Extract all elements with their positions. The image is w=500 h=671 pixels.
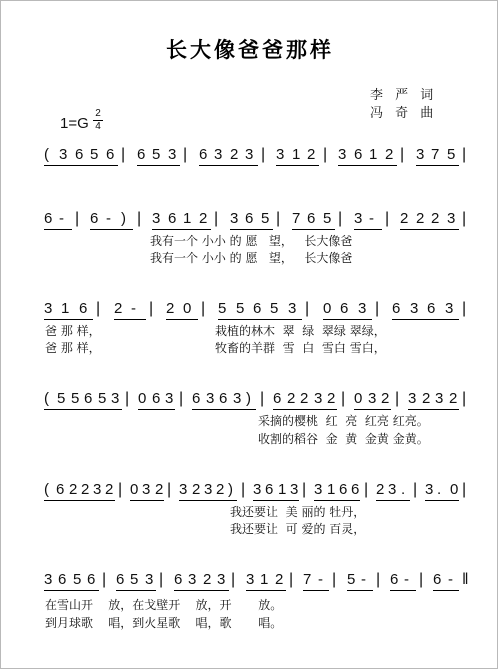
beam-line — [253, 500, 299, 501]
note: 2 — [449, 390, 458, 407]
note: 2 — [422, 390, 431, 407]
note: 0 — [450, 481, 459, 498]
beam-line — [152, 229, 211, 230]
note: 3 — [290, 481, 299, 498]
note: 3 — [168, 146, 177, 163]
note: 2 — [385, 146, 394, 163]
lyric-line: 牧畜的羊群 雪 白 雪白 雪白， — [215, 341, 386, 355]
note: 5 — [447, 146, 456, 163]
note: 3 — [214, 146, 223, 163]
notation-row — [0, 571, 500, 597]
note: 6 — [174, 571, 183, 588]
beam-line — [230, 229, 273, 230]
note: 0 — [138, 390, 147, 407]
note: 5 — [218, 300, 227, 317]
beam-line — [390, 590, 416, 591]
time-signature-bottom: 4 — [95, 121, 101, 132]
note: 2 — [69, 481, 78, 498]
note: 3 — [388, 481, 397, 498]
note: 3 — [59, 146, 68, 163]
note: 1 — [183, 210, 192, 227]
note: 2 — [166, 300, 175, 317]
bracket: ( — [44, 481, 49, 498]
note: 0 — [323, 300, 332, 317]
beam-line — [44, 409, 122, 410]
barline: | — [419, 571, 424, 588]
note: 2 — [416, 210, 425, 227]
barline: | — [96, 300, 101, 317]
beam-line — [246, 590, 286, 591]
note: 3 — [354, 210, 363, 227]
note: 3 — [368, 390, 377, 407]
note: 2 — [307, 146, 316, 163]
note: 2 — [81, 481, 90, 498]
note: 2 — [192, 481, 201, 498]
note: 5 — [90, 146, 99, 163]
note: 6 — [253, 300, 262, 317]
barline: | — [201, 300, 206, 317]
beam-line — [416, 165, 459, 166]
beam-line — [408, 409, 459, 410]
note: 6 — [116, 571, 125, 588]
note: - — [369, 210, 374, 227]
beam-line — [166, 319, 198, 320]
lyric-line: 爸 那 样， — [45, 341, 101, 355]
note: 3 — [314, 481, 323, 498]
barline: | — [376, 571, 381, 588]
note: 6 — [192, 390, 201, 407]
bracket: ) — [246, 390, 251, 407]
barline: | — [159, 571, 164, 588]
barline: | — [121, 146, 126, 163]
beam-line — [179, 500, 237, 501]
beam-line — [44, 319, 93, 320]
note: 5 — [323, 210, 332, 227]
note: 3 — [111, 390, 120, 407]
note: 3 — [44, 571, 53, 588]
note: 0 — [354, 390, 363, 407]
note: 3 — [188, 571, 197, 588]
composer-credit: 冯 奇 曲 — [370, 106, 438, 121]
lyric-line: 收割的稻谷 金 黄 金黄 金黄。 — [258, 432, 429, 446]
note: 6 — [392, 300, 401, 317]
note: 2 — [431, 210, 440, 227]
beam-line — [314, 500, 360, 501]
barline: | — [214, 210, 219, 227]
lyric-line: 我有一个 小小 的 愿 望， 长大像爸 — [150, 251, 353, 265]
barline: | — [323, 146, 328, 163]
beam-line — [130, 500, 164, 501]
lyric-line: 我还要让 美 丽的 牡丹， — [230, 505, 366, 519]
note: 6 — [152, 390, 161, 407]
note: - — [59, 210, 64, 227]
note: 6 — [219, 390, 228, 407]
beam-line — [44, 590, 99, 591]
beam-line — [425, 500, 459, 501]
barline: | — [375, 300, 380, 317]
beam-line — [392, 319, 459, 320]
note: 3 — [253, 481, 262, 498]
note: 2 — [400, 210, 409, 227]
beam-line — [400, 229, 459, 230]
note: 3 — [230, 210, 239, 227]
note: 6 — [199, 146, 208, 163]
note: 3 — [93, 481, 102, 498]
note: 5 — [98, 390, 107, 407]
barline: | — [261, 146, 266, 163]
barline: | — [289, 571, 294, 588]
barline: | — [338, 210, 343, 227]
barline: | — [276, 210, 281, 227]
note: 3 — [416, 146, 425, 163]
beam-line — [138, 409, 175, 410]
barline: | — [395, 390, 400, 407]
note: 6 — [245, 210, 254, 227]
note: - — [404, 571, 409, 588]
note: 2 — [287, 390, 296, 407]
song-title: 长大像爸爸那样 — [166, 38, 334, 62]
beam-line — [44, 165, 118, 166]
barline: | — [241, 481, 246, 498]
note: 7 — [431, 146, 440, 163]
notation-row — [0, 390, 500, 416]
beam-line — [354, 229, 382, 230]
note: 6 — [75, 146, 84, 163]
note: 3 — [165, 390, 174, 407]
barline: | — [413, 481, 418, 498]
note: - — [131, 300, 136, 317]
note: 3 — [338, 146, 347, 163]
note: 3 — [276, 146, 285, 163]
note: 2 — [155, 481, 164, 498]
note: 2 — [216, 481, 225, 498]
barline: | — [125, 390, 130, 407]
note: 6 — [433, 571, 442, 588]
beam-line — [192, 409, 256, 410]
note: 1 — [278, 481, 287, 498]
note: 6 — [58, 571, 67, 588]
note: 5 — [57, 390, 66, 407]
beam-line — [323, 319, 372, 320]
time-signature — [92, 108, 104, 133]
note: . — [401, 481, 406, 498]
note: 6 — [90, 210, 99, 227]
note: 3 — [152, 210, 161, 227]
barline: | — [179, 390, 184, 407]
note: 1 — [61, 300, 70, 317]
note: 2 — [114, 300, 123, 317]
note: 6 — [307, 210, 316, 227]
note: 0 — [130, 481, 139, 498]
note: 3 — [288, 300, 297, 317]
bracket: ( — [44, 146, 49, 163]
beam-line — [116, 590, 156, 591]
barline: | — [462, 390, 467, 407]
note: 0 — [183, 300, 192, 317]
barline: | — [183, 146, 188, 163]
barline: | — [341, 390, 346, 407]
barline: | — [302, 481, 307, 498]
notation-row — [0, 300, 500, 326]
note: 3 — [206, 390, 215, 407]
note: . — [437, 481, 442, 498]
barline: | — [462, 300, 467, 317]
note: 2 — [327, 390, 336, 407]
note: 2 — [381, 390, 390, 407]
bracket: ) — [228, 481, 233, 498]
note: 6 — [340, 300, 349, 317]
beam-line — [174, 590, 229, 591]
note: 6 — [351, 481, 360, 498]
note: 3 — [245, 146, 254, 163]
note: 3 — [410, 300, 419, 317]
barline: | — [400, 146, 405, 163]
note: 6 — [44, 210, 53, 227]
barline: | — [167, 481, 172, 498]
beam-line — [137, 165, 180, 166]
notation-row — [0, 481, 500, 507]
note: 3 — [435, 390, 444, 407]
note: 5 — [236, 300, 245, 317]
beam-line — [90, 229, 133, 230]
note: 5 — [261, 210, 270, 227]
note: 1 — [369, 146, 378, 163]
barline: | — [385, 210, 390, 227]
beam-line — [273, 409, 337, 410]
bracket: ( — [44, 390, 49, 407]
note: - — [448, 571, 453, 588]
barline: | — [364, 481, 369, 498]
note: 3 — [142, 481, 151, 498]
barline: | — [462, 146, 467, 163]
lyricist-credit: 李 严 词 — [370, 88, 438, 103]
note: 3 — [233, 390, 242, 407]
barline: | — [102, 571, 107, 588]
beam-line — [114, 319, 146, 320]
barline: | — [75, 210, 80, 227]
note: 1 — [260, 571, 269, 588]
lyric-line: 在雪山开 放，在戈壁开 放，开 放。 — [45, 598, 283, 612]
note: 2 — [203, 571, 212, 588]
barline: | — [462, 481, 467, 498]
note: 6 — [56, 481, 65, 498]
note: 2 — [105, 481, 114, 498]
key-signature: 1=G — [60, 115, 89, 132]
note: 3 — [246, 571, 255, 588]
note: 2 — [275, 571, 284, 588]
note: - — [318, 571, 323, 588]
note: 3 — [204, 481, 213, 498]
note: 7 — [292, 210, 301, 227]
note: 7 — [303, 571, 312, 588]
barline: | — [260, 390, 265, 407]
beam-line — [303, 590, 329, 591]
notation-row — [0, 210, 500, 236]
note: 3 — [44, 300, 53, 317]
note: 2 — [230, 146, 239, 163]
note: 1 — [292, 146, 301, 163]
note: 6 — [137, 146, 146, 163]
barline: ‖ — [462, 571, 469, 588]
note: 2 — [300, 390, 309, 407]
note: - — [106, 210, 111, 227]
barline: | — [118, 481, 123, 498]
beam-line — [292, 229, 335, 230]
lyric-line: 爸 那 样， — [45, 324, 101, 338]
beam-line — [433, 590, 459, 591]
beam-line — [44, 500, 115, 501]
note: 6 — [390, 571, 399, 588]
note: 2 — [376, 481, 385, 498]
note: 5 — [71, 390, 80, 407]
notation-row — [0, 146, 500, 172]
barline: | — [462, 210, 467, 227]
note: 3 — [445, 300, 454, 317]
note: 5 — [73, 571, 82, 588]
note: 5 — [130, 571, 139, 588]
note: 5 — [347, 571, 356, 588]
note: 6 — [168, 210, 177, 227]
note: 1 — [327, 481, 336, 498]
lyric-line: 栽植的林木 翠 绿 翠绿 翠绿， — [215, 324, 386, 338]
barline: | — [305, 300, 310, 317]
note: 3 — [408, 390, 417, 407]
barline: | — [332, 571, 337, 588]
bracket: ) — [121, 210, 126, 227]
beam-line — [276, 165, 319, 166]
note: 3 — [314, 390, 323, 407]
note: 6 — [106, 146, 115, 163]
note: 6 — [273, 390, 282, 407]
lyric-line: 我有一个 小小 的 愿 望， 长大像爸 — [150, 234, 353, 248]
note: 3 — [425, 481, 434, 498]
barline: | — [137, 210, 142, 227]
note: 2 — [199, 210, 208, 227]
note: 6 — [265, 481, 274, 498]
beam-line — [354, 409, 391, 410]
lyric-line: 采摘的樱桃 红 亮 红亮 红亮。 — [258, 414, 429, 428]
beam-line — [347, 590, 373, 591]
beam-line — [338, 165, 397, 166]
beam-line — [44, 229, 72, 230]
note: 6 — [87, 571, 96, 588]
note: 3 — [447, 210, 456, 227]
note: 6 — [339, 481, 348, 498]
note: 5 — [270, 300, 279, 317]
note: 6 — [427, 300, 436, 317]
beam-line — [218, 319, 302, 320]
note: 6 — [354, 146, 363, 163]
beam-line — [376, 500, 410, 501]
note: 5 — [152, 146, 161, 163]
note: 3 — [217, 571, 226, 588]
note: 6 — [79, 300, 88, 317]
beam-line — [199, 165, 258, 166]
note: 3 — [358, 300, 367, 317]
time-signature-top: 2 — [95, 108, 101, 119]
lyric-line: 我还要让 可 爱的 百灵， — [230, 522, 366, 536]
note: 3 — [179, 481, 188, 498]
barline: | — [231, 571, 236, 588]
note: 6 — [84, 390, 93, 407]
note: - — [361, 571, 366, 588]
lyric-line: 到月球歌 唱，到火星歌 唱，歌 唱。 — [45, 616, 283, 630]
barline: | — [149, 300, 154, 317]
note: 3 — [145, 571, 154, 588]
